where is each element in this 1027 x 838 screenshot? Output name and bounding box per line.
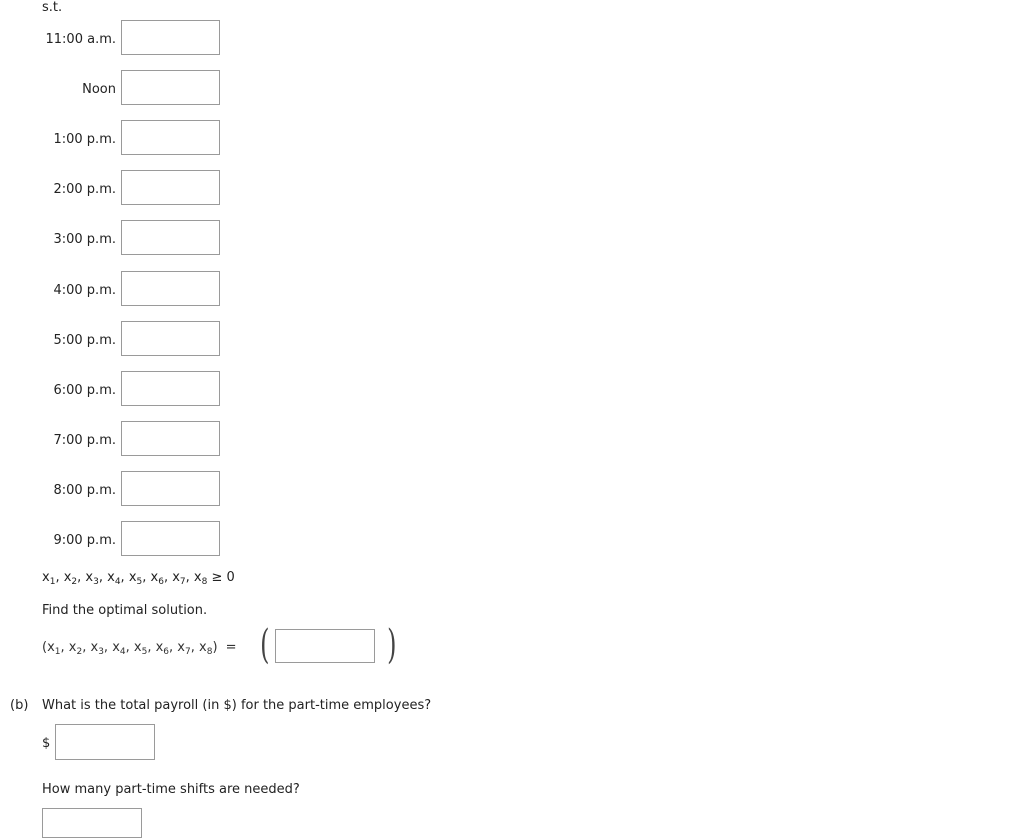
variable-term: $x_2$: [63, 570, 78, 587]
constraint-row-input[interactable]: [121, 321, 220, 356]
constraint-row-input[interactable]: [121, 271, 220, 306]
constraint-row-label: 7:00 p.m.: [53, 433, 116, 448]
constraint-row-label: 2:00 p.m.: [53, 182, 116, 197]
constraint-row-label: 1:00 p.m.: [53, 132, 116, 147]
nonnegativity-relation: ≥ 0: [211, 570, 235, 585]
constraint-row-input[interactable]: [121, 20, 220, 55]
constraint-row-input[interactable]: [121, 521, 220, 556]
optimal-solution-prompt: Find the optimal solution.: [42, 603, 208, 618]
variable-term: $x_3$: [90, 640, 104, 657]
variable-term: $x_8$: [193, 570, 208, 587]
variable-term: $x_3$: [85, 570, 99, 587]
payroll-question: What is the total payroll (in $) for the part-time employees?: [42, 698, 432, 713]
optimal-solution-input[interactable]: [275, 629, 375, 663]
constraint-row-label: 8:00 p.m.: [53, 483, 116, 498]
variable-term: $x_6$: [150, 570, 164, 587]
variable-term: $x_1$: [42, 570, 56, 587]
right-paren: ): [387, 622, 397, 668]
constraint-row-label: 4:00 p.m.: [53, 283, 116, 298]
variable-term: $x_6$: [155, 640, 170, 657]
solution-tuple-label: [42, 640, 237, 655]
part-b-marker: (b): [10, 698, 29, 713]
subject-to-label: s.t.: [42, 0, 63, 15]
constraint-row-input[interactable]: [121, 120, 220, 155]
constraint-row-label: 6:00 p.m.: [53, 383, 116, 398]
constraint-row-label: 11:00 a.m.: [45, 32, 116, 47]
constraint-row-input[interactable]: [121, 70, 220, 105]
nonnegativity-variables: $x_1$, $x_2$, $x_3$, $x_4$, $x_5$, $x_6$, $x_7$, $x_8$: [42, 570, 208, 587]
constraint-row-input[interactable]: [121, 421, 220, 456]
shifts-input[interactable]: [42, 808, 142, 838]
variable-term: $x_7$: [172, 570, 186, 587]
variable-term: $x_4$: [112, 640, 126, 657]
variable-term: $x_2$: [68, 640, 83, 657]
variable-term: $x_5$: [128, 570, 143, 587]
variable-term: $x_4$: [107, 570, 121, 587]
solution-tuple-variables: ($x_1$, $x_2$, $x_3$, $x_4$, $x_5$, $x_6$, $x_7$, $x_8$): [42, 640, 218, 657]
left-paren: (: [260, 622, 270, 668]
constraint-row-label: Noon: [82, 82, 116, 97]
nonnegativity-constraint: [42, 570, 235, 585]
constraint-row-input[interactable]: [121, 471, 220, 506]
constraint-row-input[interactable]: [121, 220, 220, 255]
constraint-row-label: 5:00 p.m.: [53, 333, 116, 348]
shifts-question: How many part-time shifts are needed?: [42, 782, 300, 797]
currency-symbol: $: [42, 736, 51, 751]
variable-term: $x_8$: [199, 640, 213, 657]
constraint-row-label: 9:00 p.m.: [53, 533, 116, 548]
constraint-row-input[interactable]: [121, 371, 220, 406]
constraint-row-label: 3:00 p.m.: [53, 232, 116, 247]
equals-sign: =: [225, 640, 237, 655]
payroll-input[interactable]: [55, 724, 155, 760]
variable-term: $x_7$: [177, 640, 191, 657]
constraint-row-input[interactable]: [121, 170, 220, 205]
variable-term: $x_5$: [133, 640, 148, 657]
variable-term: $x_1$: [47, 640, 61, 657]
